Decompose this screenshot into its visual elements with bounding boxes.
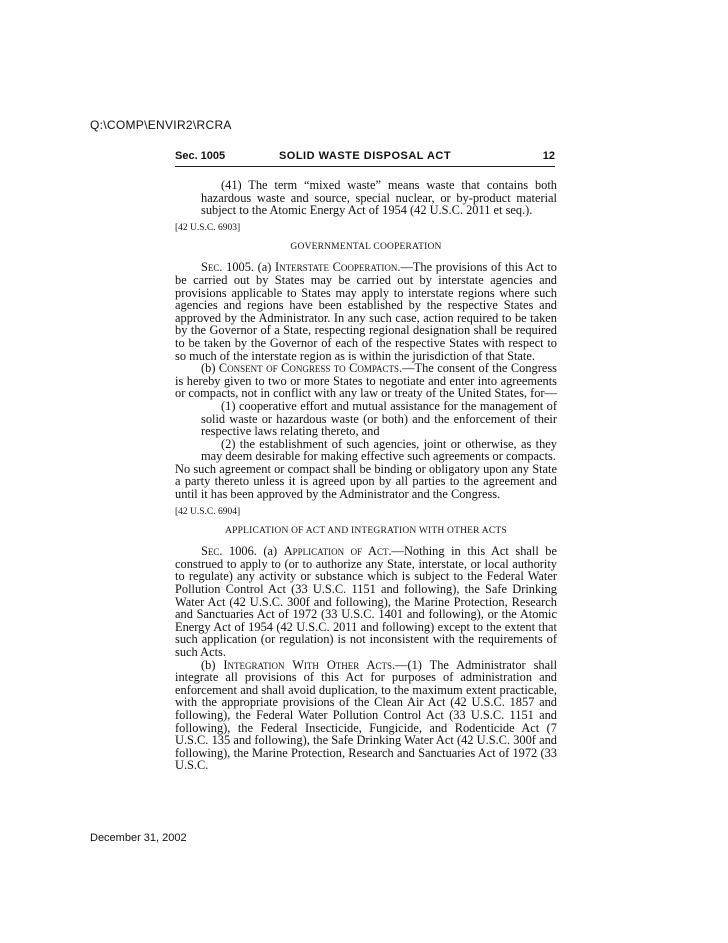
header-rule xyxy=(175,166,555,167)
subsection-label: Integration With Other Acts xyxy=(223,657,392,672)
subsection-text: .—The provisions of this Act to be carried out by States may be carried out by interstate agencies and provisions applicable to States may apply to interstate regions where such agencies and regions have been established by the respective States and approved by the Administrator. In any such case, action required to be taken by the Governor of a State, respecting regional designation shall be required to be taken by the Governor of each of the respective States with respect to so much of the interstate region as is within the jurisdiction of that State. xyxy=(175,260,557,363)
file-path: Q:\COMP\ENVIR2\RCRA xyxy=(90,118,232,132)
subsection-marker: (a) xyxy=(256,544,284,559)
citation: [42 U.S.C. 6903] xyxy=(175,222,241,233)
document-body xyxy=(175,179,557,772)
subsection-text: .—The consent of the Congress is hereby given to two or more States to negotiate and enter into agreements or compacts, not in conflict with any law or treaty of the United States, for— xyxy=(175,361,558,401)
list-item-2: (2) the establishment of such agencies, joint or otherwise, as they may deem desirable for making effective such agreements or compacts. xyxy=(201,436,557,464)
section-1005-b xyxy=(175,362,557,400)
subsection-label: Application of Act xyxy=(283,544,389,559)
subsection-label: Consent of Congress to Compacts xyxy=(218,361,400,376)
section-lead: Sec. 1005. xyxy=(201,260,255,275)
subsection-marker: (b) xyxy=(201,361,219,376)
header-section: Sec. 1005 xyxy=(175,150,226,162)
running-header xyxy=(175,150,555,166)
subsection-marker: (b) xyxy=(201,657,224,672)
header-title: SOLID WASTE DISPOSAL ACT xyxy=(278,150,452,162)
subsection-text: .—(1) The Administrator shall integrate all provisions of this Act for purposes of administration and enforcement and shall avoid duplication, to the maximum extent practicable, with the appropriate provisions of the Clean Air Act (42 U.S.C. 1857 and following), the Federal Water Pollution Control Act (33 U.S.C. 1151 and following), the Federal Insecticide, Fungicide, and Rodenticide Act (7 U.S.C. 135 and following), the Safe Drinking Water Act (42 U.S.C. 300f and following), the Marine Protection, Research and Sanctuaries Act of 1972 (33 U.S.C. xyxy=(175,657,558,773)
section-1006-b xyxy=(175,659,557,772)
section-1006-a xyxy=(175,545,557,658)
page-number: 12 xyxy=(542,150,555,162)
subsection-text: .—Nothing in this Act shall be construed to apply to (or to authorize any State, interstate, or local authority to regulate) any activity or substance which is subject to the Federal Water Pollution Control Act (33 U.S.C. 1151 and following), the Safe Drinking Water Act (42 U.S.C. 300f and following), the Marine Protection, Research and Sanctuaries Act of 1972 (33 U.S.C. 1401 and following), or the Atomic Energy Act of 1954 (42 U.S.C. 2011 and following) except to the extent that such application (or regulation) is not inconsistent with the requirements of such Acts. xyxy=(175,544,557,659)
subsection-marker: (a) xyxy=(254,260,276,275)
paragraph-41: (41) The term “mixed waste” means waste that contains both hazardous waste and source, special nuclear, or by-product material subject to the Atomic Energy Act of 1954 (42 U.S.C. 2011 et seq.). xyxy=(201,178,557,218)
subsection-label: Interstate Cooperation xyxy=(275,260,398,275)
section-heading: APPLICATION OF ACT AND INTEGRATION WITH OTHER ACTS xyxy=(225,525,507,536)
section-1005-a xyxy=(175,261,557,362)
list-item-1: (1) cooperative effort and mutual assistance for the management of solid waste or hazardous waste (or both) and the enforcement of their respective laws relating thereto, and xyxy=(201,398,557,439)
citation: [42 U.S.C. 6904] xyxy=(175,506,241,517)
footer-date: December 31, 2002 xyxy=(90,832,187,844)
section-heading: GOVERNMENTAL COOPERATION xyxy=(290,241,442,252)
section-1005-closing: No such agreement or compact shall be binding or obligatory upon any State a party thereto unless it is agreed upon by all parties to the agreement and until it has been approved by the Administrator and the Congress. xyxy=(175,461,557,502)
section-lead: Sec. 1006. xyxy=(201,544,257,559)
